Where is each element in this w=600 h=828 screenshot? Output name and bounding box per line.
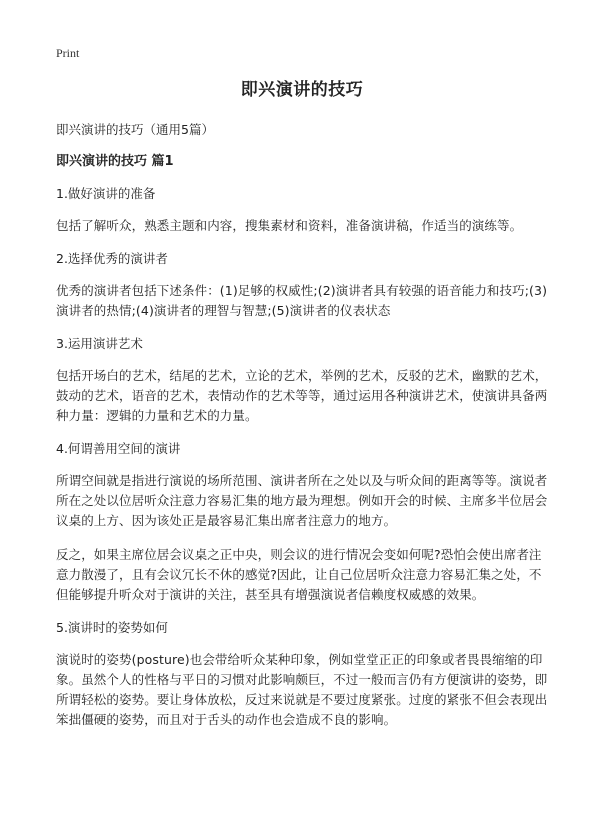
- section-5-paragraph-1: 演说时的姿势(posture)也会带给听众某种印象，例如堂堂正正的印象或者畏畏缩缩的印象。虽然个人的性格与平日的习惯对此影响颇巨，不过一般而言仍有方便演讲的姿势，即所谓轻松的姿势。要让身体放松，反过来说就是不要过度紧张。过度的紧张不但会表现出笨拙僵硬的姿势，而且对于舌头的动作也会造成不良的影响。: [56, 652, 548, 727]
- document-subtitle: 即兴演讲的技巧（通用5篇）: [56, 122, 214, 137]
- section-4-paragraph-1: 所谓空间就是指进行演说的场所范围、演讲者所在之处以及与听众间的距离等等。演说者所在之处以位居听众注意力容易汇集的地方最为理想。例如开会的时候、主席多半位居会议桌的上方、因为该处正是最容易汇集出席者注意力的地方。: [56, 473, 548, 528]
- section-2-paragraph-1: 优秀的演讲者包括下述条件：(1)足够的权威性;(2)演讲者具有较强的语音能力和技巧;(3)演讲者的热情;(4)演讲者的理智与智慧;(5)演讲者的仪表状态: [56, 283, 548, 318]
- article-heading: 即兴演讲的技巧 篇1: [56, 154, 174, 169]
- section-heading-4: 4.何谓善用空间的演讲: [56, 441, 181, 456]
- section-1-paragraph-1: 包括了解听众，熟悉主题和内容，搜集素材和资料，准备演讲稿，作适当的演练等。: [56, 218, 523, 233]
- section-heading-1: 1.做好演讲的准备: [56, 186, 156, 201]
- print-link[interactable]: Print: [56, 46, 80, 60]
- section-heading-3: 3.运用演讲艺术: [56, 336, 143, 351]
- section-heading-5: 5.演讲时的姿势如何: [56, 620, 168, 635]
- section-3-paragraph-1: 包括开场白的艺术，结尾的艺术，立论的艺术，举例的艺术，反驳的艺术，幽默的艺术，鼓动的艺术，语音的艺术，表情动作的艺术等等，通过运用各种演讲艺术，使演讲具备两种力量：逻辑的力量和艺术的力量。: [56, 368, 548, 423]
- page-title: 即兴演讲的技巧: [240, 80, 364, 100]
- section-heading-2: 2.选择优秀的演讲者: [56, 251, 168, 266]
- section-4-paragraph-2: 反之，如果主席位居会议桌之正中央，则会议的进行情况会变如何呢?恐怕会使出席者注意力散漫了，且有会议冗长不休的感觉?因此，让自己位居听众注意力容易汇集之处，不但能够提升听众对于演讲的关注，甚至具有增强演说者信赖度权威感的效果。: [56, 547, 542, 602]
